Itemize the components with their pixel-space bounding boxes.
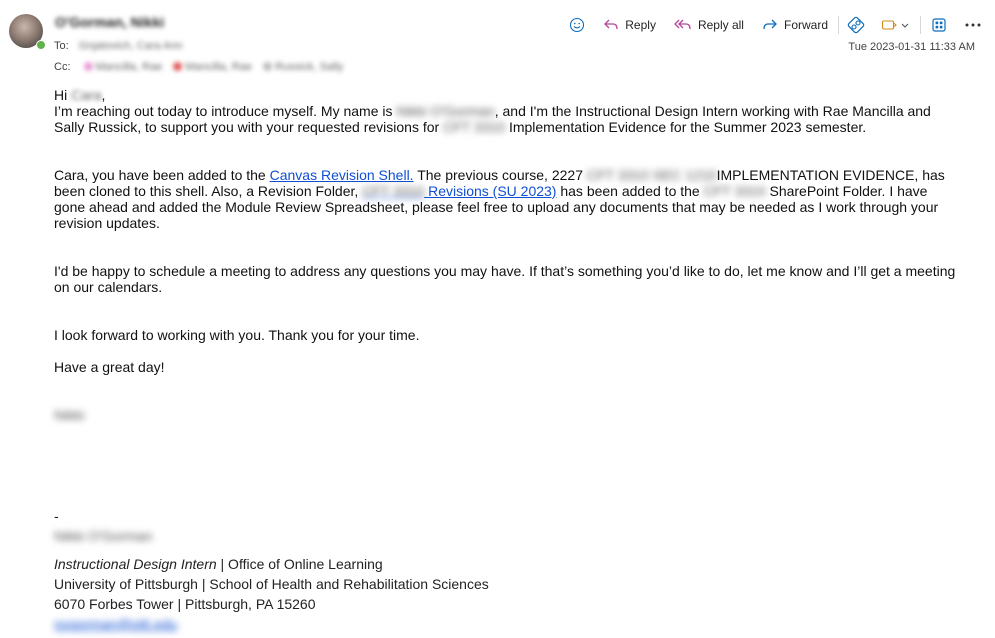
more-icon [965,23,981,27]
blocked-icon [173,62,182,71]
apps-icon [931,17,947,33]
label-icon [881,18,897,32]
emoji-reaction-button[interactable] [569,17,585,33]
cc-recipient[interactable]: Mancilla, Rae [173,61,252,73]
paragraph-thanks: I look forward to working with you. Thank you for your time. [54,327,420,343]
redacted-name: Nikki O'Gorman [396,103,495,119]
contact-icon [263,62,272,71]
paragraph-revision: Cara, you have been added to the Canvas Revision Shell. The previous course, 2227 CFT 3310 SEC 1210IMPLEMENTATION EVIDENCE, has been cloned to this shell. Also, a Revision Folder, CFT 3310 Revisions (SU 2023) has been added to the CFT 3310 SharePoint Folder. I have gone ahead and added the Module Review Spreadsheet, please feel free to upload any documents that may be needed as I work through your revision updates. [54,167,945,231]
apps-button[interactable] [931,17,947,33]
email-body [54,87,959,423]
forward-icon [762,18,778,32]
emoji-icon [569,17,585,33]
reply-label: Reply [625,18,656,32]
loop-icon [847,16,865,34]
to-recipient[interactable]: Gnjatovich, Cara Ann [78,40,183,52]
presence-status-icon [36,40,46,50]
revision-folder-link[interactable]: CFT 3310 Revisions (SU 2023) [362,183,557,199]
signature-name: Nikki O'Gorman [54,528,153,544]
forward-label: Forward [783,18,828,32]
cc-row [54,61,351,73]
cc-recipient[interactable]: Mancilla, Rae [84,61,163,73]
paragraph-intro: I’m reaching out today to introduce myself. My name is Nikki O'Gorman, and I'm the Instructional Design Intern working with Rae Mancilla and Sally Russick, to support you with your requested revisions for CFT 3310 Implementation Evidence for the Summer 2023 semester. [54,103,931,135]
cc-recipient[interactable]: Russick, Sally [263,61,343,73]
toolbar-divider [920,16,921,34]
toolbar-divider [838,16,839,34]
more-actions-button[interactable] [965,23,981,27]
chevron-down-icon [900,20,910,30]
contact-icon [84,62,93,71]
reply-button[interactable] [603,18,656,32]
signature-title-line: Instructional Design Intern | Office of Online Learning [54,556,383,572]
redacted-dept: CFT 3310 [703,183,766,199]
reply-all-button[interactable] [674,18,744,32]
signature-address: 6070 Forbes Tower | Pittsburgh, PA 15260 [54,596,316,612]
timestamp: Tue 2023-01-31 11:33 AM [848,41,975,53]
sender-name[interactable]: O'Gorman, Nikki [55,14,165,30]
greeting-name: Cara [71,87,102,103]
forward-button[interactable] [762,18,828,32]
redacted-course: CFT 3310 SEC 1210 [586,167,717,183]
greeting: Hi Cara, [54,87,106,103]
cc-label: Cc: [54,61,71,73]
categorize-button[interactable] [881,18,910,32]
closing-name: Nikki [54,407,85,423]
to-row [54,40,183,52]
canvas-revision-shell-link[interactable]: Canvas Revision Shell. [269,167,414,183]
reply-all-icon [674,18,692,32]
signature-university: University of Pittsburgh | School of Health and Rehabilitation Sciences [54,576,489,592]
to-label: To: [54,40,69,52]
reply-all-label: Reply all [697,18,744,32]
paragraph-day: Have a great day! [54,359,165,375]
message-toolbar [555,14,981,36]
reply-icon [603,18,619,32]
signature-dash: - [54,508,59,524]
signature-email-link[interactable]: nogorman@pitt.edu [54,616,178,632]
paragraph-meeting: I'd be happy to schedule a meeting to address any questions you may have. If that’s something you’d like to do, let me know and I’ll get a meeting on our calendars. [54,263,956,295]
loop-button[interactable] [847,16,865,34]
redacted-course: CFT 3310 [443,119,506,135]
signature [54,506,489,634]
